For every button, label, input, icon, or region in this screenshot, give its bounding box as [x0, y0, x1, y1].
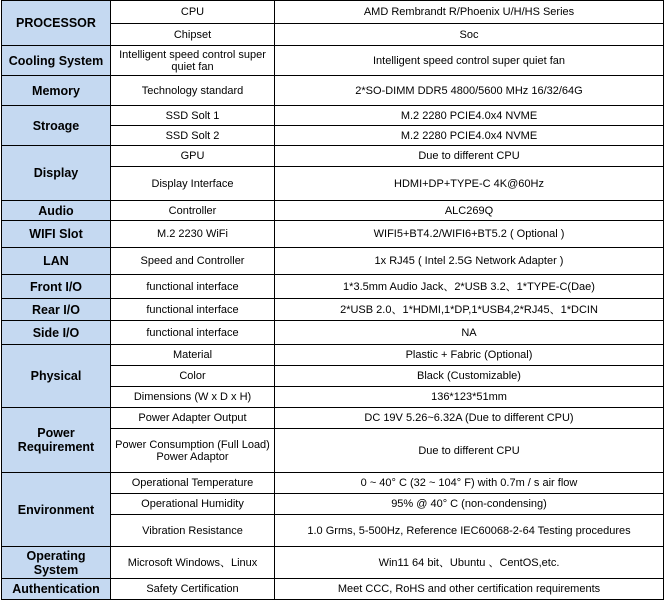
spec-label: Intelligent speed control super quiet fan — [111, 46, 275, 76]
spec-value: 2*USB 2.0、1*HDMI,1*DP,1*USB4,2*RJ45、1*DCIN — [275, 299, 664, 321]
spec-label: CPU — [111, 1, 275, 24]
category-lan: LAN — [2, 248, 111, 275]
table-row — [2, 1, 664, 24]
category-audio: Audio — [2, 201, 111, 221]
spec-label: Power Consumption (Full Load) Power Adaptor — [111, 429, 275, 473]
category-os: Operating System — [2, 547, 111, 579]
spec-label: M.2 2230 WiFi — [111, 221, 275, 248]
spec-value: Meet CCC, RoHS and other certification requirements — [275, 579, 664, 600]
table-row — [2, 106, 664, 126]
spec-label: Operational Temperature — [111, 473, 275, 494]
spec-label: Speed and Controller — [111, 248, 275, 275]
category-authentication: Authentication — [2, 579, 111, 600]
category-storage: Stroage — [2, 106, 111, 146]
spec-value: WIFI5+BT4.2/WIFI6+BT5.2 ( Optional ) — [275, 221, 664, 248]
spec-value: HDMI+DP+TYPE-C 4K@60Hz — [275, 167, 664, 201]
spec-value: Soc — [275, 24, 664, 46]
spec-value: M.2 2280 PCIE4.0x4 NVME — [275, 126, 664, 146]
spec-label: Color — [111, 366, 275, 387]
spec-value: Win11 64 bit、Ubuntu 、CentOS,etc. — [275, 547, 664, 579]
table-row — [2, 46, 664, 76]
table-row — [2, 345, 664, 366]
spec-label: Power Adapter Output — [111, 408, 275, 429]
spec-value: Due to different CPU — [275, 429, 664, 473]
spec-value: AMD Rembrandt R/Phoenix U/H/HS Series — [275, 1, 664, 24]
spec-label: functional interface — [111, 299, 275, 321]
category-display: Display — [2, 146, 111, 201]
category-physical: Physical — [2, 345, 111, 408]
table-row — [2, 473, 664, 494]
spec-value: 2*SO-DIMM DDR5 4800/5600 MHz 16/32/64G — [275, 76, 664, 106]
table-row — [2, 275, 664, 299]
spec-value: Black (Customizable) — [275, 366, 664, 387]
spec-label: functional interface — [111, 275, 275, 299]
spec-value: Intelligent speed control super quiet fan — [275, 46, 664, 76]
category-power: Power Requirement — [2, 408, 111, 473]
table-row — [2, 321, 664, 345]
spec-value: Plastic + Fabric (Optional) — [275, 345, 664, 366]
table-row — [2, 299, 664, 321]
spec-label: Operational Humidity — [111, 494, 275, 515]
spec-value: 136*123*51mm — [275, 387, 664, 408]
spec-label: Chipset — [111, 24, 275, 46]
category-rear-io: Rear I/O — [2, 299, 111, 321]
table-row — [2, 547, 664, 579]
spec-label: Vibration Resistance — [111, 515, 275, 547]
spec-value: 0 ~ 40° C (32 ~ 104° F) with 0.7m / s air flow — [275, 473, 664, 494]
spec-value: 95% @ 40° C (non-condensing) — [275, 494, 664, 515]
category-processor: PROCESSOR — [2, 1, 111, 46]
spec-label: Material — [111, 345, 275, 366]
spec-table — [1, 0, 664, 600]
category-cooling: Cooling System — [2, 46, 111, 76]
spec-label: Controller — [111, 201, 275, 221]
table-row — [2, 76, 664, 106]
category-front-io: Front I/O — [2, 275, 111, 299]
spec-value: Due to different CPU — [275, 146, 664, 167]
table-row — [2, 221, 664, 248]
table-row — [2, 408, 664, 429]
spec-value: DC 19V 5.26~6.32A (Due to different CPU) — [275, 408, 664, 429]
spec-label: Display Interface — [111, 167, 275, 201]
spec-value: NA — [275, 321, 664, 345]
table-row — [2, 579, 664, 600]
spec-label: SSD Solt 2 — [111, 126, 275, 146]
spec-value: 1.0 Grms, 5-500Hz, Reference IEC60068-2-64 Testing procedures — [275, 515, 664, 547]
table-row — [2, 248, 664, 275]
category-memory: Memory — [2, 76, 111, 106]
spec-label: SSD Solt 1 — [111, 106, 275, 126]
category-wifi: WIFI Slot — [2, 221, 111, 248]
spec-label: Dimensions (W x D x H) — [111, 387, 275, 408]
spec-value: 1x RJ45 ( Intel 2.5G Network Adapter ) — [275, 248, 664, 275]
spec-value: 1*3.5mm Audio Jack、2*USB 3.2、1*TYPE-C(Dae) — [275, 275, 664, 299]
table-row — [2, 201, 664, 221]
table-row — [2, 146, 664, 167]
spec-label: Safety Certification — [111, 579, 275, 600]
spec-label: GPU — [111, 146, 275, 167]
spec-value: M.2 2280 PCIE4.0x4 NVME — [275, 106, 664, 126]
spec-label: Microsoft Windows、Linux — [111, 547, 275, 579]
category-side-io: Side I/O — [2, 321, 111, 345]
spec-label: functional interface — [111, 321, 275, 345]
spec-value: ALC269Q — [275, 201, 664, 221]
spec-label: Technology standard — [111, 76, 275, 106]
category-environment: Environment — [2, 473, 111, 547]
